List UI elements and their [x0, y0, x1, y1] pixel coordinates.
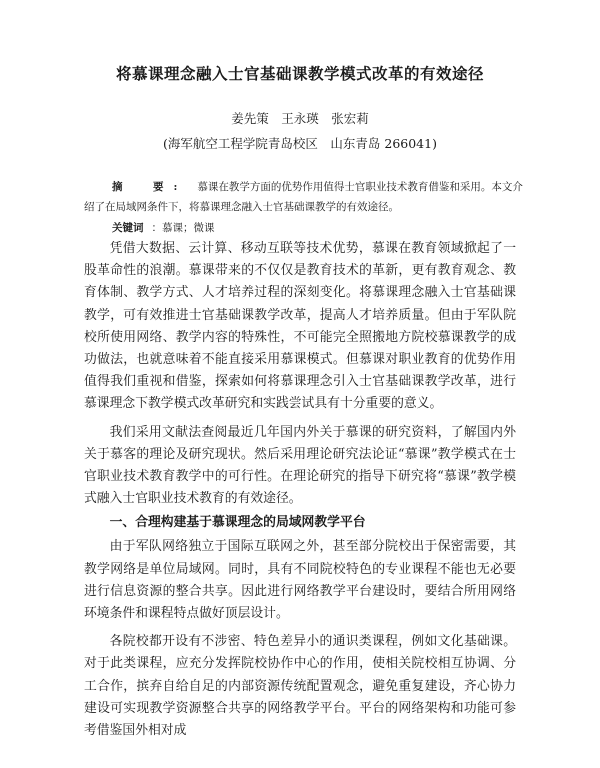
- abstract: [84, 177, 524, 217]
- section-heading-1: 一、合理构建基于慕课理念的局域网教学平台: [109, 515, 366, 531]
- paragraph-1: 凭借大数据、云计算、移动互联等技术优势，慕课在教育领域掀起了一股革命性的浪潮。慕课带来的不仅仅是教育技术的革新，更有教育观念、教育体制、教学方式、人才培养过程的深刻变化。将慕课理念融入士官基础课教学，可有效推进士官基础课教学改革，提高人才培养质量。但由于军队院校所使用网络、教学内容的特殊性，不可能完全照搬地方院校慕课教学的成功做法，也就意味着不能直接采用慕课模式。但慕课对职业教育的优势作用值得我们重视和借鉴，探索如何将慕课理念引入士官基础课教学改革，进行慕课理念下教学模式改革研究和实践尝试具有十分重要的意义。: [84, 241, 516, 412]
- keywords-label: 关键词: [112, 222, 144, 234]
- author-list: 姜先策 王永瑛 张宏莉: [231, 111, 369, 126]
- paragraph-3: 由于军队网络独立于国际互联网之外，甚至部分院校出于保密需要，其教学网络是单位局域网。同时，具有不同院校特色的专业课程不能也无必要进行信息资源的整合共享。因此进行网络教学平台建设时，要结合所用网络环境条件和课程特点做好顶层设计。: [84, 539, 516, 622]
- abstract-label: 摘 要:: [112, 181, 188, 193]
- paper-title: 将慕课理念融入士官基础课教学模式改革的有效途径: [115, 64, 484, 83]
- keywords: [112, 220, 532, 235]
- paragraph-2: 我们采用文献法查阅最近几年国内外关于慕课的研究资料，了解国内外关于慕客的理论及研究现状。然后采用理论研究法论证“慕课”教学模式在士官职业技术教育教学中的可行性。在理论研究的指导下研究将“慕课”教学模式融入士官职业技术教育的有效途径。: [84, 424, 516, 507]
- paragraph-4: 各院校都开设有不涉密、特色差异小的通识类课程，例如文化基础课。对于此类课程，应充分发挥院校协作中心的作用，使相关院校相互协调、分工合作，摈弃自给自足的内部资源传统配置观念，避免重复建设，齐心协力建设可实现教学资源整合共享的网络教学平台。平台的网络架构和功能可参考借鉴国外相对成: [84, 634, 516, 739]
- affiliation: (海军航空工程学院青岛校区 山东青岛 266041): [163, 136, 437, 151]
- abstract-text: 慕课在教学方面的优势作用值得士官职业技术教育借鉴和采用。本文介绍了在局域网条件下，将慕课理念融入士官基础课教学的有效途径。: [84, 181, 523, 213]
- body-text: [84, 238, 516, 742]
- keywords-text: ：慕课；微课: [151, 222, 215, 234]
